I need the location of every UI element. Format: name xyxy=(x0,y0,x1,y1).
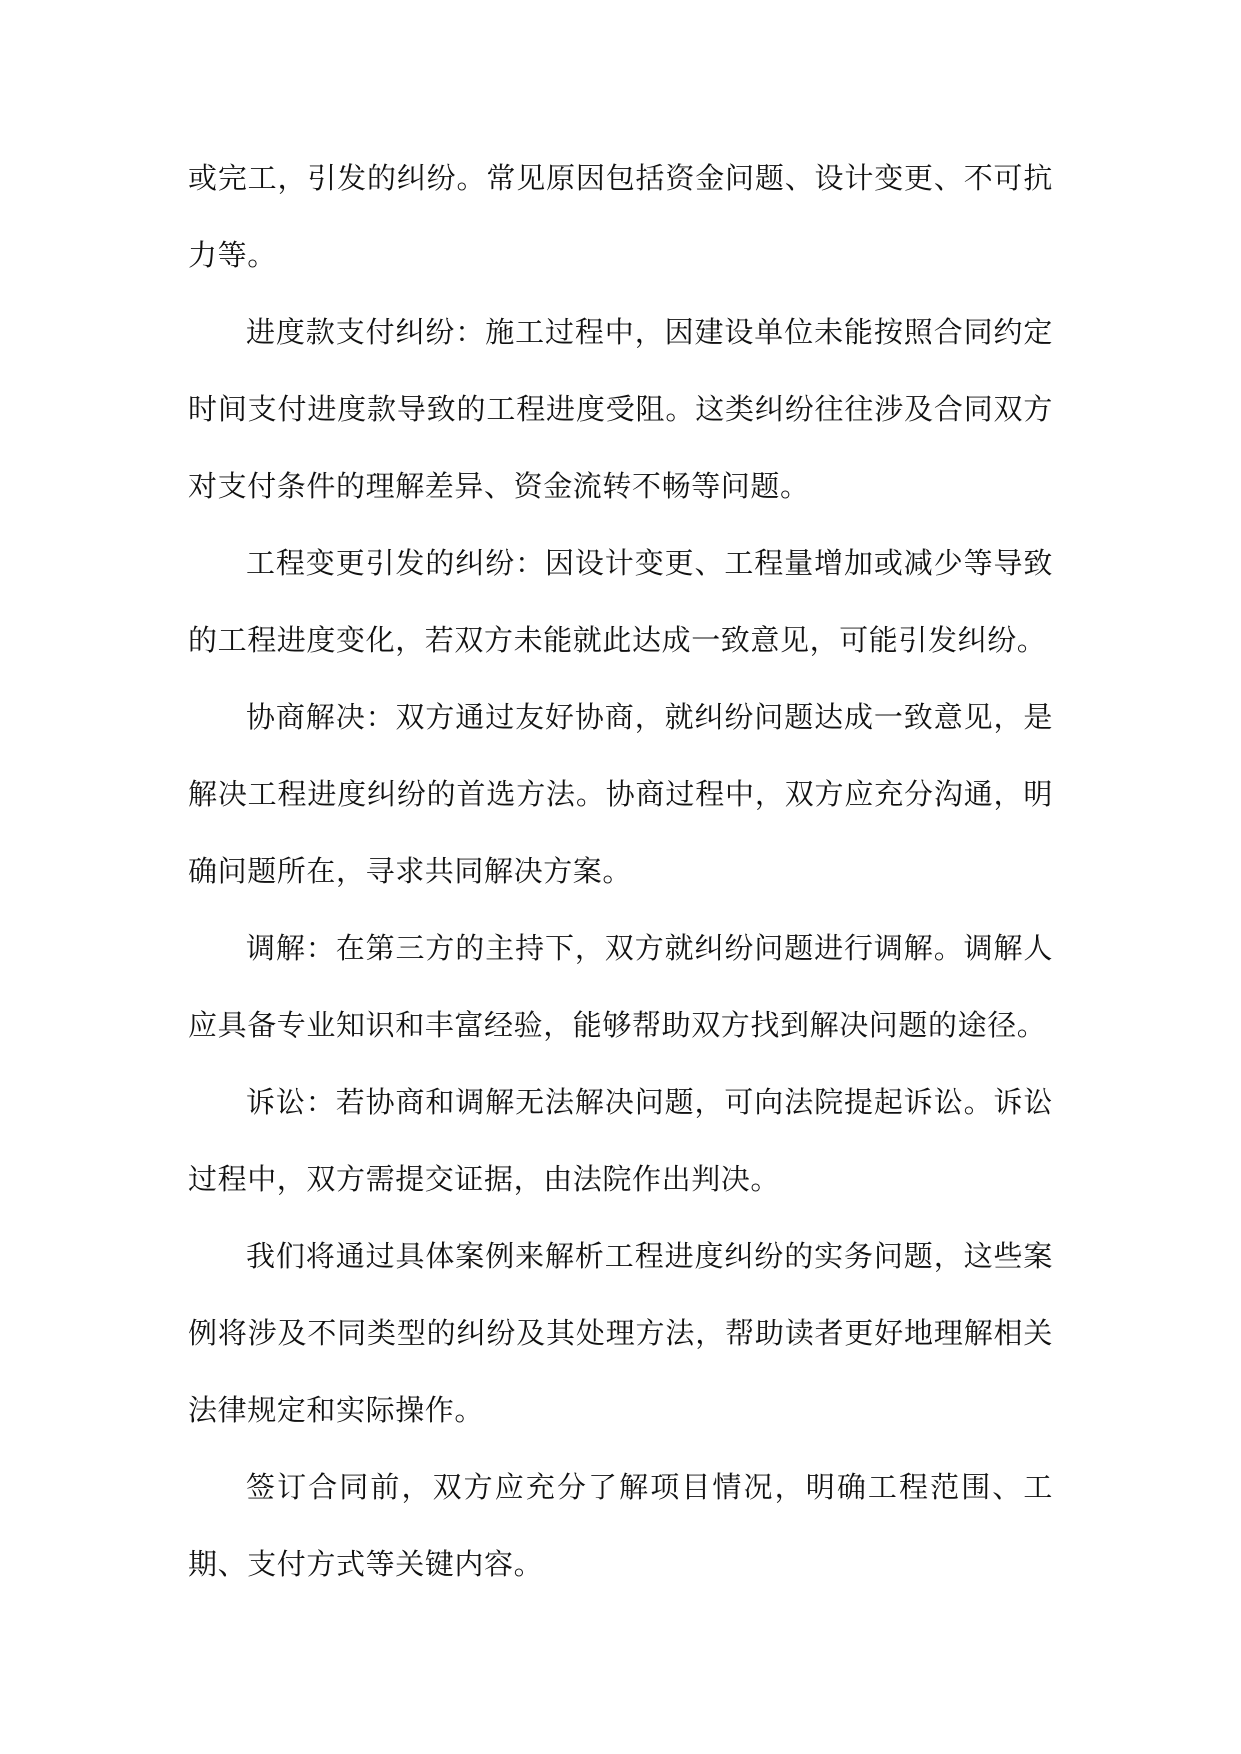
document-body xyxy=(188,140,1053,1603)
paragraph-change-dispute: 工程变更引发的纠纷：因设计变更、工程量增加或减少等导致的工程进度变化，若双方未能就此达成一致意见，可能引发纠纷。 xyxy=(188,546,1053,657)
paragraph-contract-preparation: 签订合同前，双方应充分了解项目情况，明确工程范围、工期、支付方式等关键内容。 xyxy=(188,1470,1053,1581)
paragraph-case-analysis: 我们将通过具体案例来解析工程进度纠纷的实务问题，这些案例将涉及不同类型的纠纷及其处理方法，帮助读者更好地理解相关法律规定和实际操作。 xyxy=(188,1239,1053,1427)
paragraph-progress-payment-dispute: 进度款支付纠纷：施工过程中，因建设单位未能按照合同约定时间支付进度款导致的工程进度受阻。这类纠纷往往涉及合同双方对支付条件的理解差异、资金流转不畅等问题。 xyxy=(188,315,1053,503)
paragraph-negotiation: 协商解决：双方通过友好协商，就纠纷问题达成一致意见，是解决工程进度纠纷的首选方法。协商过程中，双方应充分沟通，明确问题所在，寻求共同解决方案。 xyxy=(188,700,1053,888)
paragraph-mediation: 调解：在第三方的主持下，双方就纠纷问题进行调解。调解人应具备专业知识和丰富经验，能够帮助双方找到解决问题的途径。 xyxy=(188,931,1053,1042)
paragraph-litigation: 诉讼：若协商和调解无法解决问题，可向法院提起诉讼。诉讼过程中，双方需提交证据，由法院作出判决。 xyxy=(188,1085,1053,1196)
paragraph-continuation: 或完工，引发的纠纷。常见原因包括资金问题、设计变更、不可抗力等。 xyxy=(188,161,1053,272)
